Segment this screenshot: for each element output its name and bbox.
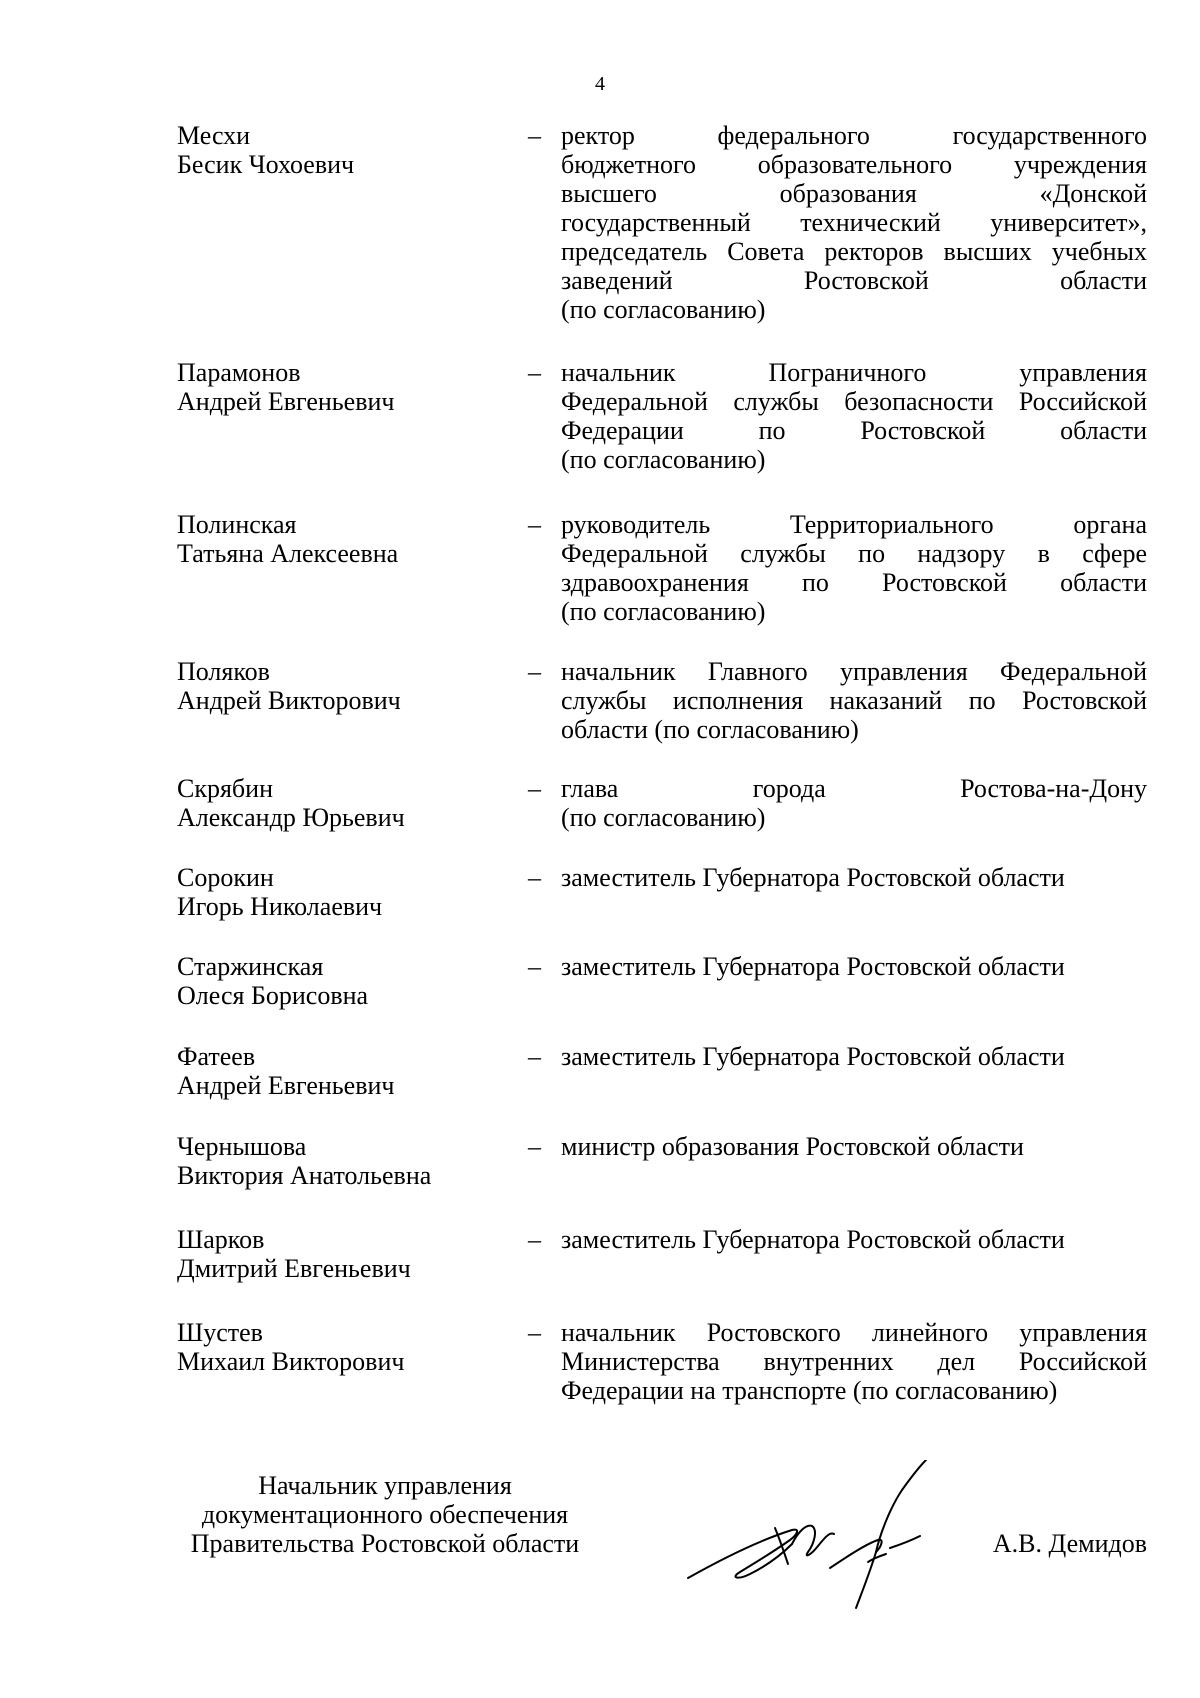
handwritten-signature [680,1460,960,1610]
member-name [177,1042,497,1100]
role-line: здравоохранения по Ростовской области [561,568,1147,597]
role-line: Федеральной службы безопасности Российской [561,387,1147,416]
page-number: 4 [595,73,605,95]
member-name [177,358,497,416]
role-line: министр образования Ростовской области [561,1132,1024,1161]
member-surname: Шустев [177,1318,263,1347]
member-given-name: Андрей Евгеньевич [177,1071,395,1100]
member-given-name: Татьяна Алексеевна [177,539,399,568]
member-name [177,510,497,568]
dash-separator: – [528,774,541,803]
dash-separator: – [528,1225,541,1254]
role-line: начальник Ростовского линейного управления [561,1318,1147,1347]
member-role [561,1318,1147,1405]
role-line: начальник Пограничного управления [561,358,1147,387]
member-name [177,1318,497,1376]
role-line: заместитель Губернатора Ростовской области [561,1042,1065,1071]
member-role [561,1225,1147,1254]
signer-name: А.В. Демидов [992,1529,1147,1558]
role-line: заместитель Губернатора Ростовской области [561,1225,1065,1254]
dash-separator: – [528,510,541,539]
role-line: (по согласованию) [561,597,766,626]
role-line: ректор федерального государственного [561,121,1147,150]
dash-separator: – [528,1132,541,1161]
member-surname: Месхи [177,121,251,150]
member-given-name: Александр Юрьевич [177,803,405,832]
dash-separator: – [528,863,541,892]
member-name [177,1132,497,1190]
member-role [561,952,1147,981]
role-line: бюджетного образовательного учреждения [561,150,1147,179]
member-name [177,657,497,715]
member-role [561,1042,1147,1071]
member-given-name: Михаил Викторович [177,1347,405,1376]
member-given-name: Андрей Евгеньевич [177,387,395,416]
signatory-title-line: Правительства Ростовской области [190,1529,580,1558]
member-surname: Поляков [177,657,270,686]
role-line: начальник Главного управления Федеральной [561,657,1147,686]
member-given-name: Бесик Чохоевич [177,150,355,179]
member-surname: Скрябин [177,774,273,803]
role-line: руководитель Территориального органа [561,510,1147,539]
signatory-title [160,1471,610,1558]
role-line: Федерации на транспорте (по согласованию) [561,1376,1058,1405]
member-role [561,774,1147,832]
member-surname: Шарков [177,1225,265,1254]
dash-separator: – [528,1318,541,1347]
member-given-name: Дмитрий Евгеньевич [177,1254,411,1283]
role-line: Министерства внутренних дел Российской [561,1347,1147,1376]
role-line: заместитель Губернатора Ростовской области [561,952,1065,981]
member-surname: Старжинская [177,952,324,981]
member-given-name: Игорь Николаевич [177,892,383,921]
dash-separator: – [528,952,541,981]
member-role [561,1132,1147,1161]
member-surname: Сорокин [177,863,274,892]
member-name [177,121,497,179]
member-role [561,358,1147,474]
member-name [177,774,497,832]
role-line: (по согласованию) [561,295,766,324]
role-line: председатель Совета ректоров высших учебных [561,237,1147,266]
member-name [177,1225,497,1283]
role-line: Федерации по Ростовской области [561,416,1147,445]
member-surname: Чернышова [177,1132,307,1161]
role-line: (по согласованию) [561,445,766,474]
member-role [561,657,1147,744]
role-line: службы исполнения наказаний по Ростовской [561,686,1147,715]
member-role [561,863,1147,892]
role-line: глава города Ростова-на-Дону [561,774,1147,803]
member-surname: Парамонов [177,358,301,387]
dash-separator: – [528,1042,541,1071]
role-line: заведений Ростовской области [561,266,1147,295]
role-line: области (по согласованию) [561,715,859,744]
role-line: Федеральной службы по надзору в сфере [561,539,1147,568]
signatory-title-line: Начальник управления [258,1471,512,1500]
member-role [561,510,1147,626]
dash-separator: – [528,121,541,150]
member-surname: Полинская [177,510,297,539]
member-name [177,863,497,921]
role-line: (по согласованию) [561,803,766,832]
signatory-title-line: документационного обеспечения [201,1500,569,1529]
member-given-name: Виктория Анатольевна [177,1161,432,1190]
role-line: заместитель Губернатора Ростовской области [561,863,1065,892]
member-surname: Фатеев [177,1042,256,1071]
member-role [561,121,1147,324]
role-line: высшего образования «Донской [561,179,1147,208]
member-given-name: Олеся Борисовна [177,981,369,1010]
role-line: государственный технический университет», [561,208,1147,237]
dash-separator: – [528,657,541,686]
dash-separator: – [528,358,541,387]
member-name [177,952,497,1010]
member-given-name: Андрей Викторович [177,686,401,715]
